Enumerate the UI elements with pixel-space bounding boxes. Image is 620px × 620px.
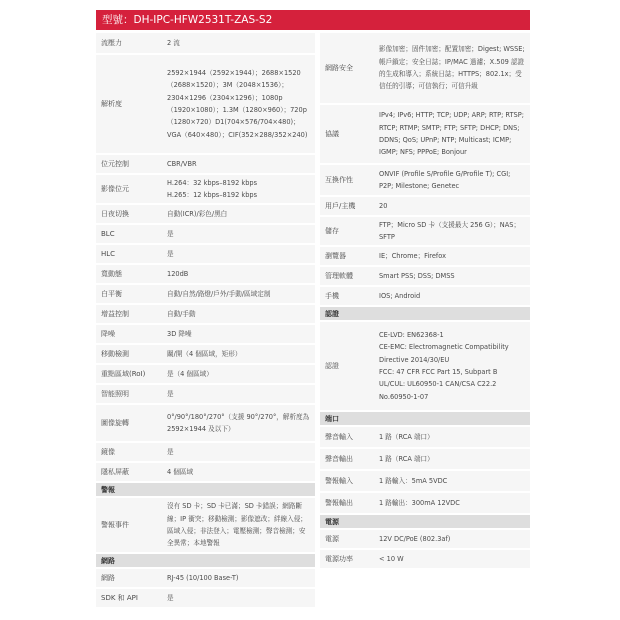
spec-row (96, 325, 315, 345)
spec-value: 20 (379, 201, 388, 210)
spec-value: 4 個區域 (167, 467, 194, 476)
spec-label: 協議 (325, 130, 339, 138)
spec-row (96, 205, 315, 225)
spec-label: 電源 (325, 535, 339, 543)
spec-value: 1 路（RCA 端口） (379, 432, 434, 441)
spec-row (320, 449, 530, 471)
spec-value: 自動(ICR)/彩色/黑白 (167, 209, 228, 218)
spec-row (96, 365, 315, 385)
spec-row (96, 285, 315, 305)
spec-row (320, 197, 530, 217)
spec-label: 瀏覽器 (325, 252, 346, 260)
model-title: 型號：DH-IPC-HFW2531T-ZAS-S2 (102, 14, 273, 26)
spec-row (320, 427, 530, 449)
spec-row (96, 498, 315, 554)
spec-value: IE；Chrome；Firefox (379, 251, 446, 260)
spec-value: 是（4 個區域） (167, 369, 213, 378)
spec-value: 自動/自然/路燈/戶外/手動/區域定制 (167, 289, 271, 298)
spec-label: 用戶/主機 (325, 202, 356, 210)
spec-row (96, 245, 315, 265)
spec-label: 網路安全 (325, 64, 353, 72)
spec-value: CE-LVD: EN62368-1 CE-EMC: Electromagnetic Compatibility Directive 2014/30/EU FCC: 47 CFR FCC Part 15, Subpart B UL/CUL: UL60950-1 CAN/CSA C22.2 No.60950-1-07 (379, 330, 509, 401)
spec-row (96, 225, 315, 245)
spec-label: 增益控制 (101, 310, 129, 318)
spec-label: 手機 (325, 292, 339, 300)
spec-row (320, 165, 530, 197)
spec-label: 網路 (101, 574, 115, 582)
spec-label: 互換作性 (325, 176, 353, 184)
spec-value: ONVIF (Profile S/Profile G/Profile T); CGI; P2P; Milestone; Genetec (379, 169, 511, 190)
spec-value: < 10 W (379, 554, 404, 563)
spec-label: SDK 和 API (101, 594, 138, 602)
spec-value: 自動/手動 (167, 309, 196, 318)
spec-row (96, 265, 315, 285)
spec-value: 影像加密；固件加密；配置加密；Digest; WSSE; 帳戶鎖定；安全日誌；IP/MAC 過濾；X.509 認證的生成和導入；系統日誌；HTTPS；802.1x；受信任的引導；可信執行；可信升級 (379, 45, 525, 91)
section-header: 警報 (96, 483, 315, 498)
spec-value: CBR/VBR (167, 159, 197, 168)
spec-column-right (320, 33, 530, 570)
spec-label: 警報事件 (101, 521, 129, 529)
spec-label: 解析度 (101, 100, 122, 108)
spec-label: 警報輸出 (325, 499, 353, 507)
spec-label: HLC (101, 250, 116, 258)
spec-row (96, 305, 315, 325)
spec-row (320, 322, 530, 412)
spec-value: 是 (167, 229, 174, 238)
spec-row (320, 105, 530, 165)
spec-label: 白平衡 (101, 290, 122, 298)
spec-value: 3D 降噪 (167, 329, 192, 338)
spec-value: 0°/90°/180°/270°（支援 90°/270°，解析度為 2592×1944 及以下） (167, 412, 310, 433)
spec-label: 流壓力 (101, 39, 122, 47)
spec-label: 聲音輸入 (325, 433, 353, 441)
spec-row (96, 55, 315, 155)
spec-value: H.264：32 kbps–8192 kbps H.265：12 kbps–8192 kbps (167, 178, 258, 199)
spec-row (320, 471, 530, 493)
spec-row (320, 550, 530, 570)
spec-value: 1 路輸入：5mA 5VDC (379, 476, 448, 485)
spec-label: 影像位元 (101, 185, 129, 193)
spec-value: 是 (167, 593, 174, 602)
spec-value: 1 路（RCA 端口） (379, 454, 434, 463)
spec-label: 鏡像 (101, 448, 115, 456)
spec-row (320, 247, 530, 267)
spec-label: 日夜切換 (101, 210, 129, 218)
spec-row (96, 385, 315, 405)
spec-label: 位元控制 (101, 160, 129, 168)
spec-value: RJ-45 (10/100 Base-T) (167, 573, 239, 582)
spec-value: IPv4; IPv6; HTTP; TCP; UDP; ARP; RTP; RTSP; RTCP; RTMP; SMTP; FTP; SFTP; DHCP; DNS; DDNS; QoS; UPnP; NTP; Multicast; ICMP; IGMP; NFS; PPPoE; Bonjour (379, 111, 524, 157)
spec-value: 2592×1944（2592×1944）；2688×1520（2688×1520）；3M（2048×1536）；2304×1296（2304×1296）；1080p（1920×1080）；1.3M（1280×960）；720p（1280×720）D1(704×576/704×480)；VGA（640×480）；CIF(352×288/352×240) (167, 68, 308, 139)
spec-label: 隱私屏蔽 (101, 468, 129, 476)
spec-row (320, 217, 530, 247)
spec-row (96, 155, 315, 175)
spec-label: 重點區域(RoI) (101, 370, 146, 378)
spec-label: 電源功率 (325, 555, 353, 563)
spec-column-left (96, 33, 315, 609)
spec-row (96, 589, 315, 609)
spec-value: Smart PSS; DSS; DMSS (379, 271, 455, 280)
spec-label: 聲音輸出 (325, 455, 353, 463)
spec-label: 管理軟體 (325, 272, 353, 280)
spec-row (320, 530, 530, 550)
spec-value: 沒有 SD 卡；SD 卡已滿；SD 卡錯誤；網路斷線；IP 衝突；移動檢測；影像遮改；絆線入侵；區域入侵；非法登入；電壓檢測；聲音檢測；安全異常；本地警報 (167, 502, 307, 548)
spec-label: 認證 (325, 362, 339, 370)
spec-row (96, 405, 315, 443)
spec-value: 2 流 (167, 38, 180, 47)
spec-label: BLC (101, 230, 115, 238)
spec-label: 寬動態 (101, 270, 122, 278)
spec-value: 關/開（4 個區域，矩形） (167, 349, 242, 358)
spec-label: 降噪 (101, 330, 115, 338)
spec-label: 警報輸入 (325, 477, 353, 485)
spec-value: 是 (167, 447, 174, 456)
spec-row (96, 443, 315, 463)
spec-value: 1 路輸出：300mA 12VDC (379, 498, 460, 507)
spec-row (96, 175, 315, 205)
model-header (96, 10, 530, 30)
spec-row (320, 33, 530, 105)
spec-value: 12V DC/PoE (802.3af) (379, 534, 451, 543)
spec-value: 120dB (167, 269, 189, 278)
spec-value: 是 (167, 249, 174, 258)
spec-label: 儲存 (325, 227, 339, 235)
section-header: 網路 (96, 554, 315, 569)
spec-row (96, 345, 315, 365)
spec-row (96, 463, 315, 483)
spec-value: 是 (167, 389, 174, 398)
spec-row (320, 267, 530, 287)
spec-label: 圖像旋轉 (101, 419, 129, 427)
spec-value: FTP；Micro SD 卡（支援最大 256 G）；NAS；SFTP (379, 220, 521, 241)
section-header: 電源 (320, 515, 530, 530)
spec-row (320, 287, 530, 307)
spec-label: 移動檢測 (101, 350, 129, 358)
spec-row (96, 33, 315, 55)
spec-row (96, 569, 315, 589)
section-header: 認證 (320, 307, 530, 322)
section-header: 端口 (320, 412, 530, 427)
spec-value: IOS; Android (379, 291, 421, 300)
spec-row (320, 493, 530, 515)
spec-label: 智能照明 (101, 390, 129, 398)
